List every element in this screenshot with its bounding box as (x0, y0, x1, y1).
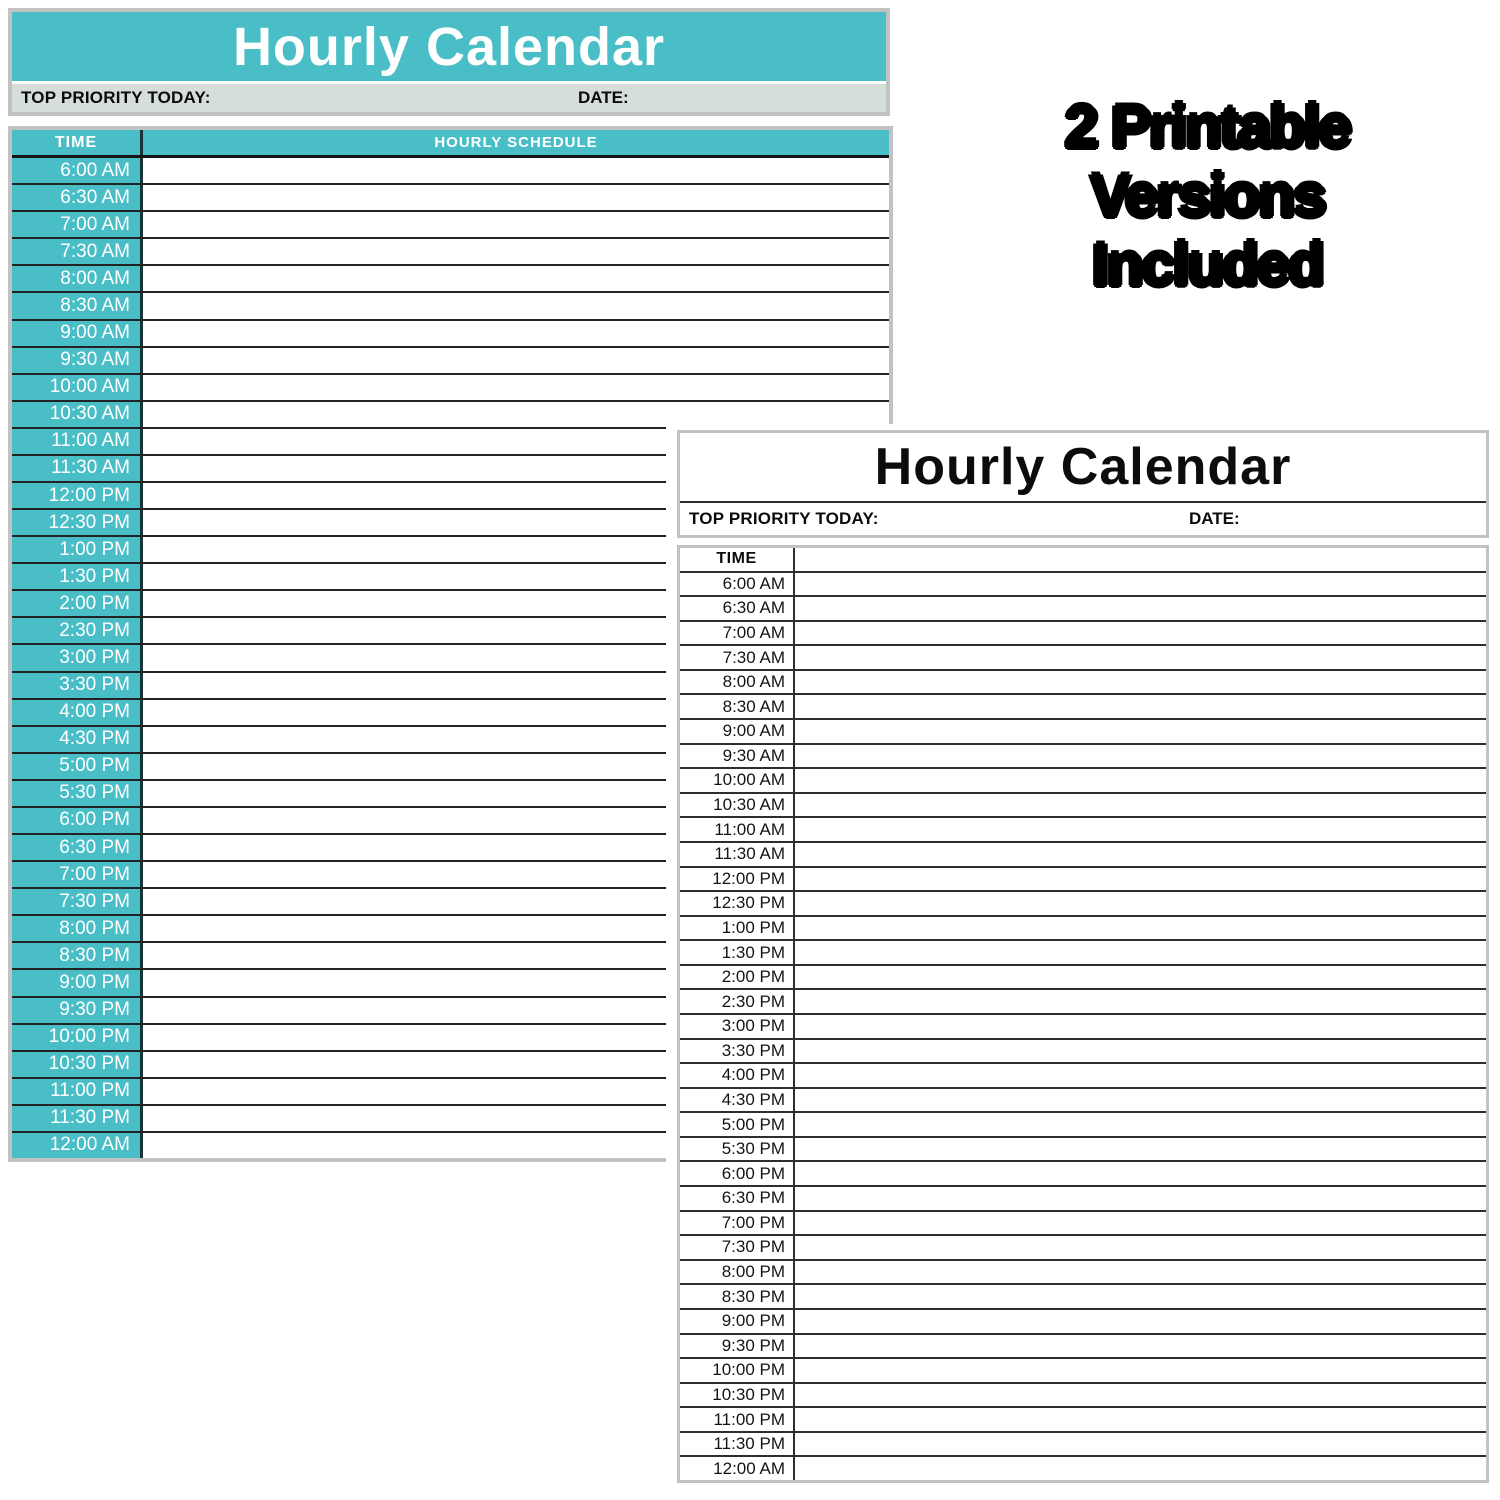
table-row (680, 646, 1486, 671)
time-cell: 6:30 PM (12, 835, 143, 860)
table-row (680, 990, 1486, 1015)
schedule-cell (795, 1384, 1486, 1407)
table-row (680, 818, 1486, 843)
schedule-cell (795, 892, 1486, 915)
time-cell: 7:30 AM (680, 646, 795, 669)
schedule-cell (795, 1285, 1486, 1308)
time-cell: 11:00 AM (680, 818, 795, 841)
time-cell: 5:00 PM (680, 1113, 795, 1136)
badge-line: 2 Printable (1065, 93, 1350, 160)
table-row (680, 1113, 1486, 1138)
time-cell: 5:30 PM (12, 781, 143, 806)
time-cell: 9:30 PM (12, 998, 143, 1023)
schedule-cell (795, 794, 1486, 817)
bw-calendar-header-panel (677, 430, 1489, 538)
time-cell: 7:30 PM (12, 889, 143, 914)
table-row (680, 892, 1486, 917)
table-row (680, 1408, 1486, 1433)
schedule-cell (143, 239, 889, 264)
schedule-cell (795, 769, 1486, 792)
table-row (680, 1433, 1486, 1458)
time-cell: 11:00 AM (12, 429, 143, 454)
table-row (680, 573, 1486, 598)
time-cell: 2:30 PM (680, 990, 795, 1013)
printable-versions-note (995, 92, 1420, 299)
table-row (680, 1064, 1486, 1089)
table-row (680, 671, 1486, 696)
schedule-cell (143, 158, 889, 183)
time-cell: 1:00 PM (12, 537, 143, 562)
table-row (680, 695, 1486, 720)
table-row (680, 1384, 1486, 1409)
table-row (680, 1457, 1486, 1480)
top-priority-label: TOP PRIORITY TODAY: (689, 509, 879, 528)
time-cell: 10:30 AM (12, 402, 143, 427)
table-row (680, 1212, 1486, 1237)
schedule-cell (795, 1457, 1486, 1480)
table-row (680, 1089, 1486, 1114)
table-row (680, 1335, 1486, 1360)
schedule-cell (795, 966, 1486, 989)
time-cell: 9:00 AM (680, 720, 795, 743)
time-cell: 3:30 PM (680, 1040, 795, 1063)
schedule-cell (795, 671, 1486, 694)
schedule-cell (795, 990, 1486, 1013)
time-cell: 6:00 PM (12, 808, 143, 833)
time-cell: 11:30 AM (12, 456, 143, 481)
time-cell: 12:00 PM (680, 868, 795, 891)
schedule-cell (795, 1335, 1486, 1358)
time-cell: 7:00 AM (12, 212, 143, 237)
time-cell: 2:30 PM (12, 618, 143, 643)
table-row (680, 1015, 1486, 1040)
time-cell: 3:00 PM (680, 1015, 795, 1038)
time-cell: 4:00 PM (12, 700, 143, 725)
time-cell: 4:00 PM (680, 1064, 795, 1087)
table-row (680, 917, 1486, 942)
table-row (680, 1162, 1486, 1187)
schedule-cell (795, 695, 1486, 718)
time-cell: 6:30 AM (680, 597, 795, 620)
date-label: DATE: (578, 88, 629, 107)
time-cell: 9:00 PM (12, 970, 143, 995)
time-cell: 10:30 PM (12, 1052, 143, 1077)
time-cell: 12:00 AM (12, 1133, 143, 1158)
table-header-row (12, 130, 889, 158)
time-cell: 8:00 PM (12, 916, 143, 941)
time-cell: 12:30 PM (680, 892, 795, 915)
time-cell: 8:00 AM (680, 671, 795, 694)
schedule-cell (795, 573, 1486, 596)
time-cell: 9:30 AM (12, 348, 143, 373)
schedule-cell (795, 868, 1486, 891)
date-label: DATE: (1189, 509, 1240, 528)
time-cell: 10:00 PM (12, 1025, 143, 1050)
time-cell: 8:30 AM (680, 695, 795, 718)
schedule-cell (795, 1064, 1486, 1087)
schedule-cell (795, 1138, 1486, 1161)
table-row (680, 769, 1486, 794)
bw-schedule-table (677, 545, 1489, 1483)
bw-calendar-titlebar (680, 433, 1486, 503)
schedule-cell (143, 212, 889, 237)
time-cell: 9:30 PM (680, 1335, 795, 1358)
table-row (680, 1359, 1486, 1384)
table-row (680, 1236, 1486, 1261)
time-cell: 6:30 AM (12, 185, 143, 210)
time-cell: 7:00 PM (12, 862, 143, 887)
table-row (12, 266, 889, 293)
table-row (680, 597, 1486, 622)
time-cell: 9:00 PM (680, 1310, 795, 1333)
table-row (680, 1040, 1486, 1065)
badge-line: Versions (1090, 162, 1325, 229)
schedule-cell (795, 1261, 1486, 1284)
table-header-row (680, 548, 1486, 573)
table-row (12, 239, 889, 266)
time-cell: 1:00 PM (680, 917, 795, 940)
time-cell: 6:00 AM (680, 573, 795, 596)
schedule-cell (795, 1359, 1486, 1382)
time-cell: 3:00 PM (12, 645, 143, 670)
schedule-cell (143, 348, 889, 373)
schedule-cell (795, 1040, 1486, 1063)
time-cell: 9:00 AM (12, 321, 143, 346)
table-row (680, 1285, 1486, 1310)
time-cell: 1:30 PM (680, 941, 795, 964)
time-cell: 1:30 PM (12, 564, 143, 589)
table-row (12, 348, 889, 375)
schedule-cell (795, 1433, 1486, 1456)
time-cell: 12:00 AM (680, 1457, 795, 1480)
table-row (12, 212, 889, 239)
time-cell: 7:30 PM (680, 1236, 795, 1259)
table-row (680, 941, 1486, 966)
time-cell: 7:30 AM (12, 239, 143, 264)
schedule-cell (795, 1212, 1486, 1235)
time-cell: 2:00 PM (12, 591, 143, 616)
schedule-cell (795, 745, 1486, 768)
teal-priority-bar (12, 84, 886, 112)
time-cell: 7:00 PM (680, 1212, 795, 1235)
schedule-cell (795, 720, 1486, 743)
badge-line: Included (1092, 231, 1323, 298)
schedule-cell (795, 597, 1486, 620)
time-cell: 11:30 PM (680, 1433, 795, 1456)
time-cell: 5:30 PM (680, 1138, 795, 1161)
time-cell: 10:00 AM (680, 769, 795, 792)
time-cell: 12:30 PM (12, 510, 143, 535)
time-cell: 2:00 PM (680, 966, 795, 989)
schedule-cell (795, 1187, 1486, 1210)
table-row (680, 745, 1486, 770)
time-cell: 10:30 AM (680, 794, 795, 817)
table-row (680, 966, 1486, 991)
bw-calendar-page (666, 424, 1500, 1500)
time-cell: 12:00 PM (12, 483, 143, 508)
schedule-cell (143, 185, 889, 210)
time-cell: 8:30 AM (12, 293, 143, 318)
schedule-cell (795, 917, 1486, 940)
schedule-cell (795, 1408, 1486, 1431)
time-cell: 6:30 PM (680, 1187, 795, 1210)
time-cell: 4:30 PM (680, 1089, 795, 1112)
table-row (680, 843, 1486, 868)
table-row (680, 720, 1486, 745)
time-cell: 11:30 AM (680, 843, 795, 866)
time-cell: 5:00 PM (12, 754, 143, 779)
time-cell: 10:30 PM (680, 1384, 795, 1407)
schedule-cell (795, 622, 1486, 645)
schedule-cell (795, 1113, 1486, 1136)
schedule-cell (795, 646, 1486, 669)
schedule-cell (795, 1310, 1486, 1333)
table-row (12, 321, 889, 348)
time-column-header: TIME (680, 548, 795, 571)
time-cell: 10:00 AM (12, 375, 143, 400)
table-row (12, 158, 889, 185)
time-cell: 7:00 AM (680, 622, 795, 645)
bw-calendar-title: Hourly Calendar (874, 438, 1292, 496)
schedule-cell (795, 1015, 1486, 1038)
schedule-cell (795, 1236, 1486, 1259)
time-cell: 6:00 AM (12, 158, 143, 183)
table-row (12, 185, 889, 212)
time-cell: 3:30 PM (12, 673, 143, 698)
schedule-column-header: HOURLY SCHEDULE (143, 130, 889, 155)
time-cell: 8:30 PM (680, 1285, 795, 1308)
schedule-cell (795, 1162, 1486, 1185)
schedule-cell (143, 321, 889, 346)
table-row (680, 1187, 1486, 1212)
table-row (680, 622, 1486, 647)
teal-calendar-title: Hourly Calendar (232, 16, 666, 77)
schedule-cell (795, 843, 1486, 866)
time-cell: 8:30 PM (12, 943, 143, 968)
schedule-cell (143, 375, 889, 400)
table-row (12, 375, 889, 402)
schedule-cell (795, 1089, 1486, 1112)
schedule-cell (143, 266, 889, 291)
table-row (12, 293, 889, 320)
table-row (680, 1261, 1486, 1286)
time-cell: 6:00 PM (680, 1162, 795, 1185)
time-cell: 11:30 PM (12, 1106, 143, 1131)
table-row (680, 868, 1486, 893)
schedule-cell (795, 818, 1486, 841)
teal-calendar-header-panel (8, 8, 890, 116)
teal-calendar-titlebar (12, 12, 886, 81)
time-column-header: TIME (12, 130, 143, 155)
time-cell: 11:00 PM (12, 1079, 143, 1104)
time-cell: 4:30 PM (12, 727, 143, 752)
time-cell: 8:00 AM (12, 266, 143, 291)
bw-priority-bar (680, 503, 1486, 535)
time-cell: 9:30 AM (680, 745, 795, 768)
table-row (680, 794, 1486, 819)
top-priority-label: TOP PRIORITY TODAY: (21, 88, 211, 107)
time-cell: 8:00 PM (680, 1261, 795, 1284)
table-row (680, 1138, 1486, 1163)
time-cell: 10:00 PM (680, 1359, 795, 1382)
time-cell: 11:00 PM (680, 1408, 795, 1431)
schedule-cell (143, 293, 889, 318)
table-row (680, 1310, 1486, 1335)
schedule-column-header (795, 548, 1486, 571)
schedule-cell (795, 941, 1486, 964)
